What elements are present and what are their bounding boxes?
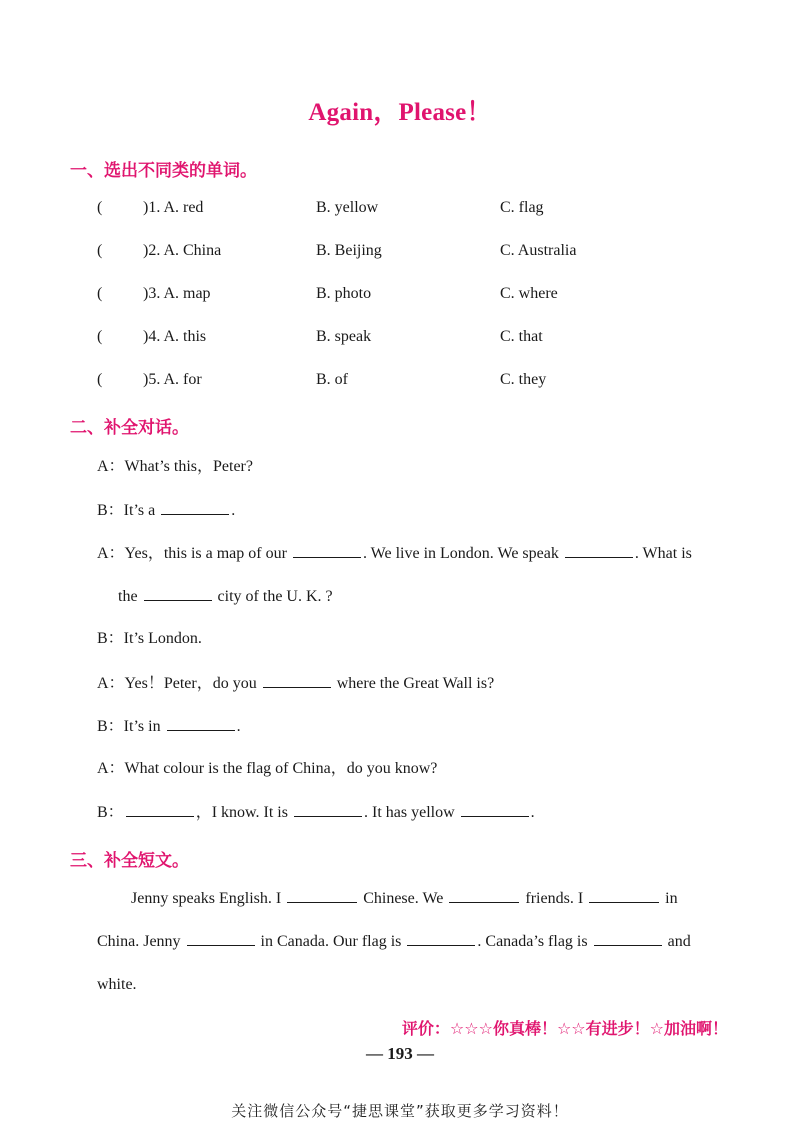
option-c: C. Australia [500,242,577,259]
page-title: Again，Please！ [308,99,492,126]
dialogue-text: B：It’s a [97,502,156,519]
option-b: B. yellow [316,199,379,216]
dialogue-line: B：It’s London. [97,630,202,647]
passage-text: friends. I [525,890,584,907]
dialogue-text: . What is [634,545,692,562]
fill-blank[interactable] [167,716,235,731]
passage-line: white. [97,976,137,993]
passage-text: China. Jenny [97,933,181,950]
fill-blank[interactable] [263,673,331,688]
passage-line [131,888,678,909]
passage-line [97,931,691,952]
fill-blank[interactable] [589,888,659,903]
page-number: — 193 — [366,1044,434,1063]
dialogue-line [97,716,241,737]
option-a: )4. A. this [143,328,207,345]
option-b: B. photo [316,285,372,302]
dialogue-text: A：Yes，this is a map of our [97,545,287,562]
option-c: C. they [500,371,547,388]
dialogue-text: ，I know. It is [195,804,288,821]
option-b: B. speak [316,328,372,345]
option-a: )2. A. China [143,242,222,259]
fill-blank[interactable] [449,888,519,903]
dialogue-text: . We live in London. We speak [362,545,559,562]
passage-text: Jenny speaks English. I [131,890,282,907]
footer-note: 关注微信公众号“捷思课堂”获取更多学习资料！ [231,1102,569,1120]
exercise-row [0,199,800,221]
passage-text: and [667,933,691,950]
passage-text: . Canada’s flag is [477,933,588,950]
dialogue-line [97,802,535,823]
option-c: C. that [500,328,543,345]
option-a: )3. A. map [143,285,211,302]
fill-blank[interactable] [161,500,229,515]
passage-text: Chinese. We [363,890,444,907]
option-a: )5. A. for [143,371,202,388]
fill-blank[interactable] [287,888,357,903]
dialogue-text: B： [97,804,124,821]
dialogue-line: A：What’s this，Peter? [97,458,253,475]
fill-blank[interactable] [293,543,361,558]
fill-blank[interactable] [461,802,529,817]
fill-blank[interactable] [407,931,475,946]
dialogue-line [97,543,692,564]
fill-blank[interactable] [294,802,362,817]
dialogue-text: where the Great Wall is? [336,675,495,692]
option-c: C. flag [500,199,544,216]
section-3-heading: 三、补全短文。 [70,851,189,871]
fill-blank[interactable] [126,802,194,817]
answer-paren[interactable]: ( [97,371,103,388]
dialogue-line [97,673,494,694]
section-2-heading: 二、补全对话。 [70,418,189,438]
dialogue-text: . It has yellow [363,804,455,821]
answer-paren[interactable]: ( [97,328,103,345]
option-b: B. Beijing [316,242,382,259]
dialogue-line [118,586,333,607]
option-c: C. where [500,285,558,302]
option-b: B. of [316,371,348,388]
answer-paren[interactable]: ( [97,285,103,302]
answer-paren[interactable]: ( [97,242,103,259]
dialogue-text: B：It’s in [97,718,161,735]
dialogue-line: A：What colour is the flag of China，do you know? [97,760,438,777]
fill-blank[interactable] [144,586,212,601]
dialogue-text: A：Yes！Peter，do you [97,675,257,692]
fill-blank[interactable] [565,543,633,558]
fill-blank[interactable] [187,931,255,946]
answer-paren[interactable]: ( [97,199,103,216]
dialogue-line [97,500,235,521]
rating-text: 评价：☆☆☆你真棒！☆☆有进步！☆加油啊！ [401,1019,728,1038]
fill-blank[interactable] [594,931,662,946]
passage-text: in [665,890,678,907]
dialogue-text: city of the U. K. ? [217,588,333,605]
dialogue-text: . [236,718,241,735]
dialogue-text: . [530,804,535,821]
option-a: )1. A. red [143,199,204,216]
dialogue-text: . [231,502,236,519]
exercise-row [0,328,800,350]
dialogue-text: the [118,588,138,605]
exercise-row [0,371,800,393]
exercise-row [0,285,800,307]
section-1-heading: 一、选出不同类的单词。 [70,161,257,181]
exercise-row [0,242,800,264]
passage-text: in Canada. Our flag is [260,933,402,950]
